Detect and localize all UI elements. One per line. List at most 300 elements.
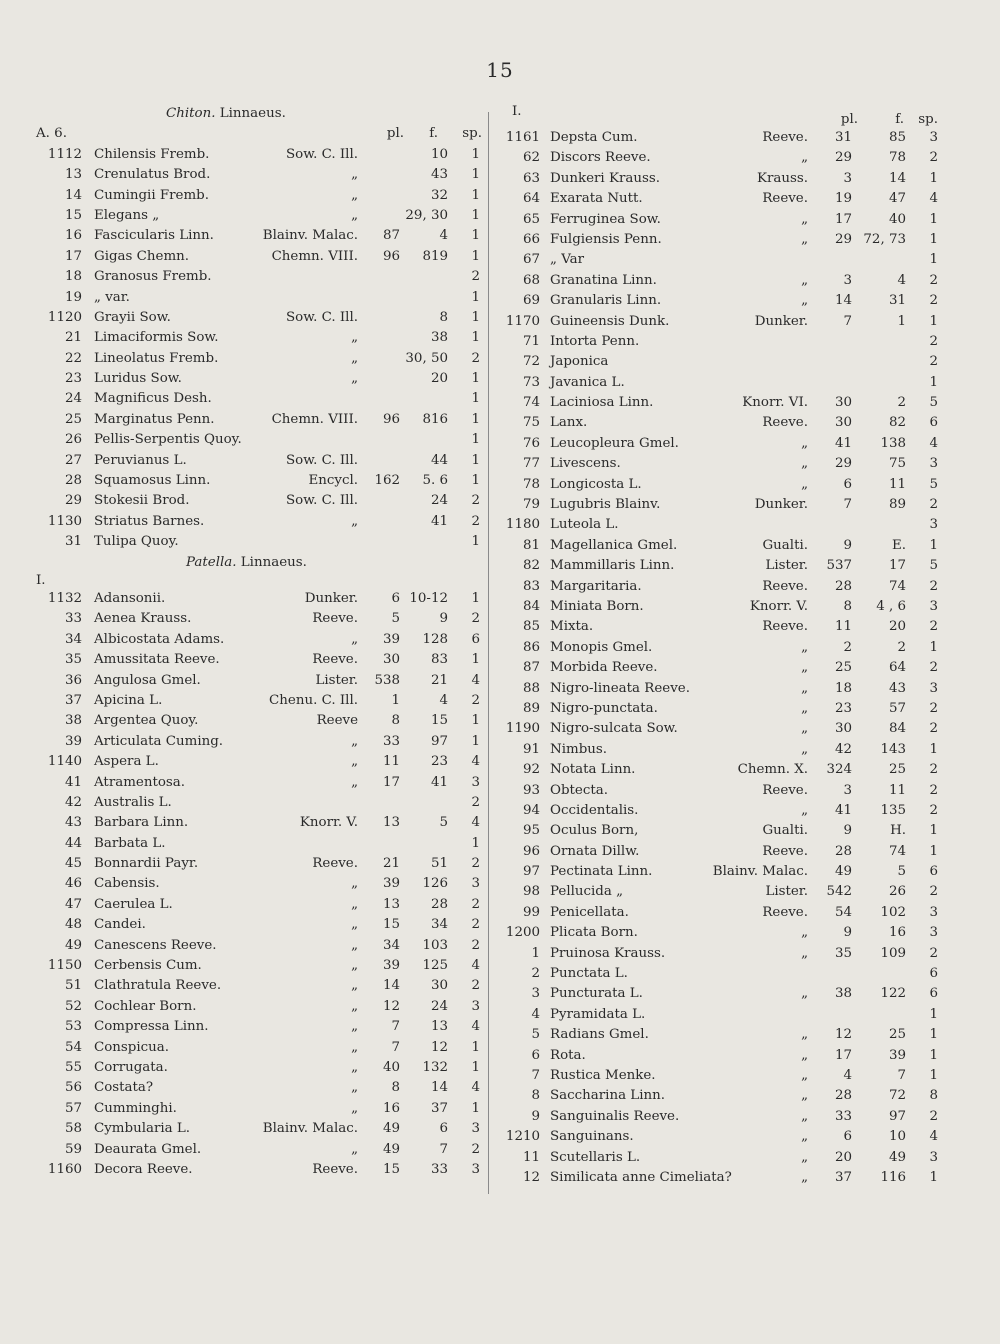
entry-number: 9 bbox=[531, 1108, 540, 1124]
reference: „ bbox=[351, 187, 358, 203]
plate-value: 7 bbox=[843, 497, 852, 513]
entry-number: 3 bbox=[531, 986, 540, 1002]
figure-value: 15 bbox=[430, 713, 448, 729]
entry-number: 92 bbox=[522, 762, 540, 778]
species-name: Occidentalis. bbox=[550, 802, 639, 818]
reference: Reeve. bbox=[312, 611, 358, 627]
specimen-count: 2 bbox=[471, 692, 480, 708]
plate-value: 38 bbox=[834, 986, 852, 1002]
figure-value: 6 bbox=[439, 1121, 448, 1137]
figure-value: 74 bbox=[888, 578, 906, 594]
entry-number: 54 bbox=[64, 1039, 82, 1055]
specimen-count: 3 bbox=[471, 1161, 480, 1177]
entry-number: 28 bbox=[64, 473, 82, 489]
species-name: Squamosus Linn. bbox=[94, 473, 211, 489]
plate-value: 6 bbox=[391, 590, 400, 606]
reference: Sow. C. Ill. bbox=[285, 493, 358, 509]
specimen-count: 1 bbox=[471, 289, 480, 305]
figure-value: 72 bbox=[888, 1088, 906, 1104]
table-row bbox=[496, 862, 962, 882]
patella-list-left bbox=[36, 589, 484, 1180]
species-name: Monopis Gmel. bbox=[550, 639, 653, 655]
plate-value: 16 bbox=[382, 1100, 400, 1116]
figure-value: 125 bbox=[422, 958, 448, 974]
table-row bbox=[496, 1005, 962, 1025]
entry-number: 5 bbox=[531, 1027, 540, 1043]
specimen-count: 2 bbox=[929, 150, 938, 166]
species-name: Compressa Linn. bbox=[94, 1019, 209, 1035]
specimen-count: 2 bbox=[929, 354, 938, 370]
table-row bbox=[36, 813, 484, 833]
table-row bbox=[496, 882, 962, 902]
specimen-count: 2 bbox=[929, 1108, 938, 1124]
table-row bbox=[496, 617, 962, 637]
specimen-count: 2 bbox=[929, 700, 938, 716]
table-row bbox=[36, 1058, 484, 1078]
specimen-count: 3 bbox=[471, 1121, 480, 1137]
specimen-count: 2 bbox=[471, 513, 480, 529]
plate-value: 28 bbox=[834, 578, 852, 594]
plate-value: 33 bbox=[834, 1108, 852, 1124]
plate-value: 29 bbox=[834, 150, 852, 166]
specimen-count: 1 bbox=[471, 167, 480, 183]
specimen-count: 5 bbox=[929, 395, 938, 411]
table-row bbox=[36, 349, 484, 369]
table-row bbox=[496, 332, 962, 352]
reference: „ bbox=[801, 150, 808, 166]
reference: „ bbox=[351, 876, 358, 892]
entry-number: 17 bbox=[64, 248, 82, 264]
entry-number: 35 bbox=[64, 652, 82, 668]
plate-value: 35 bbox=[834, 945, 852, 961]
figure-value: 57 bbox=[888, 700, 906, 716]
figure-value: 109 bbox=[880, 945, 906, 961]
species-name: Nigro-sulcata Sow. bbox=[550, 721, 678, 737]
figure-value: 1 bbox=[897, 313, 906, 329]
table-row bbox=[36, 532, 484, 552]
reference: Knorr. V. bbox=[299, 815, 358, 831]
reference: „ bbox=[351, 998, 358, 1014]
species-name: Lugubris Blainv. bbox=[550, 497, 661, 513]
table-row bbox=[36, 1160, 484, 1180]
header-f-right: f. bbox=[895, 112, 904, 127]
species-name: „ Var bbox=[550, 252, 585, 268]
specimen-count: 3 bbox=[471, 998, 480, 1014]
reference: Chemn. VIII. bbox=[271, 248, 358, 264]
entry-number: 2 bbox=[531, 966, 540, 982]
entry-number: 51 bbox=[64, 978, 82, 994]
table-row bbox=[36, 711, 484, 731]
figure-value: 116 bbox=[880, 1169, 906, 1185]
table-row bbox=[36, 752, 484, 772]
specimen-count: 1 bbox=[929, 313, 938, 329]
entry-number: 47 bbox=[64, 896, 82, 912]
reference: Reeve. bbox=[312, 856, 358, 872]
plate-value: 39 bbox=[382, 876, 400, 892]
entry-number: 81 bbox=[522, 537, 540, 553]
figure-value: 85 bbox=[888, 130, 906, 145]
plate-value: 30 bbox=[834, 395, 852, 411]
plate-value: 87 bbox=[382, 228, 400, 244]
entry-number: 19 bbox=[64, 289, 82, 305]
specimen-count: 4 bbox=[471, 958, 480, 974]
table-row bbox=[36, 956, 484, 976]
specimen-count: 2 bbox=[929, 945, 938, 961]
reference: Reeve. bbox=[762, 578, 808, 594]
species-name: Barbata L. bbox=[94, 835, 166, 851]
reference: Sow. C. Ill. bbox=[285, 309, 358, 325]
reference: „ bbox=[351, 1100, 358, 1116]
figure-value: 49 bbox=[888, 1149, 906, 1165]
reference: Dunker. bbox=[754, 313, 808, 329]
species-name: Limaciformis Sow. bbox=[94, 330, 219, 346]
specimen-count: 2 bbox=[929, 272, 938, 288]
specimen-count: 2 bbox=[929, 578, 938, 594]
table-row bbox=[496, 291, 962, 311]
entry-number: 75 bbox=[522, 415, 540, 431]
figure-value: 43 bbox=[888, 680, 906, 696]
table-row bbox=[496, 210, 962, 230]
entry-number: 22 bbox=[64, 350, 82, 366]
table-row bbox=[496, 658, 962, 678]
entry-number: 49 bbox=[64, 937, 82, 953]
specimen-count: 3 bbox=[929, 517, 938, 533]
plate-value: 7 bbox=[843, 313, 852, 329]
species-name: Granosus Fremb. bbox=[94, 269, 212, 285]
table-row bbox=[496, 719, 962, 739]
reference: Gualti. bbox=[762, 823, 808, 839]
plate-value: 33 bbox=[382, 733, 400, 749]
plate-value: 11 bbox=[382, 754, 400, 770]
table-row bbox=[36, 997, 484, 1017]
table-row bbox=[36, 430, 484, 450]
entry-number: 83 bbox=[522, 578, 540, 594]
reference: Reeve. bbox=[312, 652, 358, 668]
entry-number: 57 bbox=[64, 1100, 82, 1116]
figure-value: 26 bbox=[888, 884, 906, 900]
figure-value: 83 bbox=[430, 652, 448, 668]
figure-value: 17 bbox=[888, 558, 906, 574]
plate-value: 30 bbox=[382, 652, 400, 668]
plate-value: 49 bbox=[382, 1121, 400, 1137]
figure-value: 51 bbox=[430, 856, 448, 872]
specimen-count: 1 bbox=[471, 1100, 480, 1116]
table-row bbox=[36, 267, 484, 287]
plate-value: 96 bbox=[382, 248, 400, 264]
plate-value: 39 bbox=[382, 631, 400, 647]
entry-number: 91 bbox=[522, 741, 540, 757]
species-name: Angulosa Gmel. bbox=[94, 672, 201, 688]
reference: Sow. C. Ill. bbox=[285, 452, 358, 468]
species-name: Nigro-punctata. bbox=[550, 700, 658, 716]
specimen-count: 1 bbox=[471, 835, 480, 851]
specimen-count: 2 bbox=[929, 782, 938, 798]
figure-value: 8 bbox=[439, 309, 448, 325]
table-row bbox=[496, 1148, 962, 1168]
figure-value: 4 bbox=[439, 228, 448, 244]
reference: „ bbox=[801, 231, 808, 247]
specimen-count: 1 bbox=[929, 1027, 938, 1043]
specimen-count: 3 bbox=[471, 774, 480, 790]
plate-value: 8 bbox=[391, 1080, 400, 1096]
figure-value: 5 bbox=[439, 815, 448, 831]
entry-number: 1132 bbox=[47, 590, 82, 606]
figure-value: 32 bbox=[430, 187, 448, 203]
figure-value: 23 bbox=[430, 754, 448, 770]
specimen-count: 1 bbox=[471, 590, 480, 606]
table-row bbox=[496, 1066, 962, 1086]
table-row bbox=[496, 821, 962, 841]
table-row bbox=[36, 308, 484, 328]
specimen-count: 1 bbox=[471, 330, 480, 346]
species-name: Oculus Born, bbox=[550, 823, 639, 839]
table-row bbox=[36, 732, 484, 752]
specimen-count: 1 bbox=[471, 1039, 480, 1055]
figure-value: 84 bbox=[888, 721, 906, 737]
section-marker-row bbox=[36, 573, 484, 589]
entry-number: 1200 bbox=[505, 925, 540, 941]
reference: „ bbox=[351, 754, 358, 770]
entry-number: 73 bbox=[522, 374, 540, 390]
species-name: Dunkeri Krauss. bbox=[550, 170, 660, 186]
specimen-count: 2 bbox=[471, 978, 480, 994]
specimen-count: 4 bbox=[471, 1019, 480, 1035]
species-name: Similicata anne Cimeliata? bbox=[550, 1169, 732, 1185]
table-row bbox=[496, 1046, 962, 1066]
specimen-count: 2 bbox=[471, 856, 480, 872]
specimen-count: 1 bbox=[929, 639, 938, 655]
species-name: Granularis Linn. bbox=[550, 293, 662, 309]
table-row bbox=[496, 434, 962, 454]
entry-number: 58 bbox=[64, 1121, 82, 1137]
specimen-count: 2 bbox=[929, 884, 938, 900]
specimen-count: 2 bbox=[929, 619, 938, 635]
specimen-count: 1 bbox=[471, 713, 480, 729]
table-row bbox=[496, 148, 962, 168]
table-row bbox=[36, 650, 484, 670]
entry-number: 26 bbox=[64, 432, 82, 448]
entry-number: 62 bbox=[522, 150, 540, 166]
reference: „ bbox=[351, 774, 358, 790]
table-row bbox=[496, 944, 962, 964]
table-row bbox=[36, 915, 484, 935]
specimen-count: 1 bbox=[471, 371, 480, 387]
table-row bbox=[36, 369, 484, 389]
entry-number: 52 bbox=[64, 998, 82, 1014]
entry-number: 39 bbox=[64, 733, 82, 749]
plate-value: 34 bbox=[382, 937, 400, 953]
entry-number: 56 bbox=[64, 1080, 82, 1096]
reference: Reeve. bbox=[762, 130, 808, 145]
specimen-count: 4 bbox=[471, 754, 480, 770]
specimen-count: 2 bbox=[929, 721, 938, 737]
plate-value: 1 bbox=[391, 692, 400, 708]
entry-number: 1150 bbox=[47, 958, 82, 974]
figure-value: 25 bbox=[888, 762, 906, 778]
table-row bbox=[496, 515, 962, 535]
species-name: Laciniosa Linn. bbox=[550, 395, 654, 411]
figure-value: 128 bbox=[422, 631, 448, 647]
left-column bbox=[36, 104, 484, 1180]
table-row bbox=[496, 597, 962, 617]
specimen-count: 2 bbox=[929, 293, 938, 309]
species-name: Costata? bbox=[94, 1080, 154, 1096]
species-name: Striatus Barnes. bbox=[94, 513, 205, 529]
figure-value: 12 bbox=[430, 1039, 448, 1055]
reference: „ bbox=[801, 272, 808, 288]
table-row bbox=[496, 312, 962, 332]
table-row bbox=[36, 1119, 484, 1139]
entry-number: 95 bbox=[522, 823, 540, 839]
entry-number: 96 bbox=[522, 843, 540, 859]
figure-value: 10 bbox=[888, 1129, 906, 1145]
entry-number: 25 bbox=[64, 411, 82, 427]
specimen-count: 4 bbox=[471, 672, 480, 688]
species-name: Stokesii Brod. bbox=[94, 493, 190, 509]
section-marker: A. 6. bbox=[36, 126, 67, 142]
figure-value: 82 bbox=[888, 415, 906, 431]
genus-chiton: Chiton. Linnaeus. bbox=[166, 106, 286, 121]
reference: Reeve bbox=[316, 713, 358, 729]
figure-value: H. bbox=[890, 823, 906, 839]
table-row bbox=[36, 936, 484, 956]
species-name: Exarata Nutt. bbox=[550, 191, 643, 207]
plate-value: 25 bbox=[834, 660, 852, 676]
table-row bbox=[36, 491, 484, 511]
entry-number: 88 bbox=[522, 680, 540, 696]
entry-number: 14 bbox=[64, 187, 82, 203]
figure-value: 4 , 6 bbox=[876, 598, 906, 614]
plate-value: 28 bbox=[834, 1088, 852, 1104]
plate-value: 40 bbox=[382, 1059, 400, 1075]
specimen-count: 3 bbox=[929, 456, 938, 472]
table-row bbox=[36, 834, 484, 854]
specimen-count: 2 bbox=[929, 497, 938, 513]
reference: „ bbox=[801, 1047, 808, 1063]
entry-number: 65 bbox=[522, 211, 540, 227]
species-name: Rustica Menke. bbox=[550, 1067, 656, 1083]
species-name: Pyramidata L. bbox=[550, 1006, 646, 1022]
entry-number: 94 bbox=[522, 802, 540, 818]
specimen-count: 1 bbox=[471, 473, 480, 489]
species-name: Ferruginea Sow. bbox=[550, 211, 661, 227]
specimen-count: 1 bbox=[929, 1169, 938, 1185]
plate-value: 23 bbox=[834, 700, 852, 716]
specimen-count: 5 bbox=[929, 558, 938, 574]
figure-value: 44 bbox=[430, 452, 448, 468]
specimen-count: 1 bbox=[471, 534, 480, 550]
specimen-count: 1 bbox=[471, 248, 480, 264]
table-row bbox=[36, 874, 484, 894]
reference: „ bbox=[801, 1067, 808, 1083]
figure-value: 102 bbox=[880, 904, 906, 920]
entry-number: 36 bbox=[64, 672, 82, 688]
figure-value: 9 bbox=[439, 611, 448, 627]
entry-number: 78 bbox=[522, 476, 540, 492]
entry-number: 84 bbox=[522, 598, 540, 614]
figure-value: 122 bbox=[880, 986, 906, 1002]
reference: „ bbox=[801, 476, 808, 492]
specimen-count: 3 bbox=[471, 876, 480, 892]
table-row bbox=[36, 410, 484, 430]
species-name: Pellis-Serpentis Quoy. bbox=[94, 432, 242, 448]
species-name: Pellucida „ bbox=[550, 884, 624, 900]
table-row bbox=[496, 271, 962, 291]
reference: „ bbox=[351, 631, 358, 647]
plate-value: 17 bbox=[834, 211, 852, 227]
table-row bbox=[36, 389, 484, 409]
figure-value: 14 bbox=[430, 1080, 448, 1096]
reference: „ bbox=[801, 700, 808, 716]
species-name: Lineolatus Fremb. bbox=[94, 350, 219, 366]
specimen-count: 4 bbox=[471, 815, 480, 831]
specimen-count: 1 bbox=[929, 170, 938, 186]
entry-number: 33 bbox=[64, 611, 82, 627]
table-row bbox=[36, 1140, 484, 1160]
table-row bbox=[36, 1017, 484, 1037]
table-row bbox=[496, 679, 962, 699]
reference: „ bbox=[351, 1059, 358, 1075]
species-name: Apicina L. bbox=[94, 692, 163, 708]
plate-value: 37 bbox=[834, 1169, 852, 1185]
figure-value: 5 bbox=[897, 864, 906, 880]
reference: Dunker. bbox=[754, 497, 808, 513]
table-row bbox=[36, 471, 484, 491]
species-name: Grayii Sow. bbox=[94, 309, 171, 325]
figure-value: 16 bbox=[888, 925, 906, 941]
species-name: Argentea Quoy. bbox=[94, 713, 199, 729]
species-name: Cumingii Fremb. bbox=[94, 187, 210, 203]
species-name: Articulata Cuming. bbox=[94, 733, 224, 749]
entry-number: 13 bbox=[64, 167, 82, 183]
entry-number: 43 bbox=[64, 815, 82, 831]
entry-number: 1 bbox=[531, 945, 540, 961]
plate-value: 9 bbox=[843, 537, 852, 553]
reference: „ bbox=[801, 293, 808, 309]
reference: „ bbox=[801, 211, 808, 227]
specimen-count: 3 bbox=[929, 130, 938, 145]
plate-value: 12 bbox=[834, 1027, 852, 1043]
table-row bbox=[36, 145, 484, 165]
reference: „ bbox=[351, 1141, 358, 1157]
figure-value: 24 bbox=[430, 998, 448, 1014]
specimen-count: 2 bbox=[471, 350, 480, 366]
figure-value: 11 bbox=[888, 782, 906, 798]
reference: Encycl. bbox=[308, 473, 358, 489]
entry-number: 38 bbox=[64, 713, 82, 729]
figure-value: 41 bbox=[430, 774, 448, 790]
specimen-count: 1 bbox=[929, 843, 938, 859]
reference: Lister. bbox=[315, 672, 358, 688]
specimen-count: 3 bbox=[929, 925, 938, 941]
reference: „ bbox=[801, 945, 808, 961]
table-row bbox=[36, 512, 484, 532]
entry-number: 89 bbox=[522, 700, 540, 716]
entry-number: 8 bbox=[531, 1088, 540, 1104]
table-row bbox=[36, 1038, 484, 1058]
figure-value: 21 bbox=[430, 672, 448, 688]
species-name: Depsta Cum. bbox=[550, 130, 638, 145]
table-row bbox=[496, 495, 962, 515]
table-row bbox=[36, 773, 484, 793]
plate-value: 12 bbox=[382, 998, 400, 1014]
species-name: Cochlear Born. bbox=[94, 998, 197, 1014]
species-name: Cymbularia L. bbox=[94, 1121, 191, 1137]
table-row bbox=[36, 451, 484, 471]
table-row bbox=[496, 128, 962, 148]
plate-value: 17 bbox=[382, 774, 400, 790]
table-row bbox=[496, 781, 962, 801]
